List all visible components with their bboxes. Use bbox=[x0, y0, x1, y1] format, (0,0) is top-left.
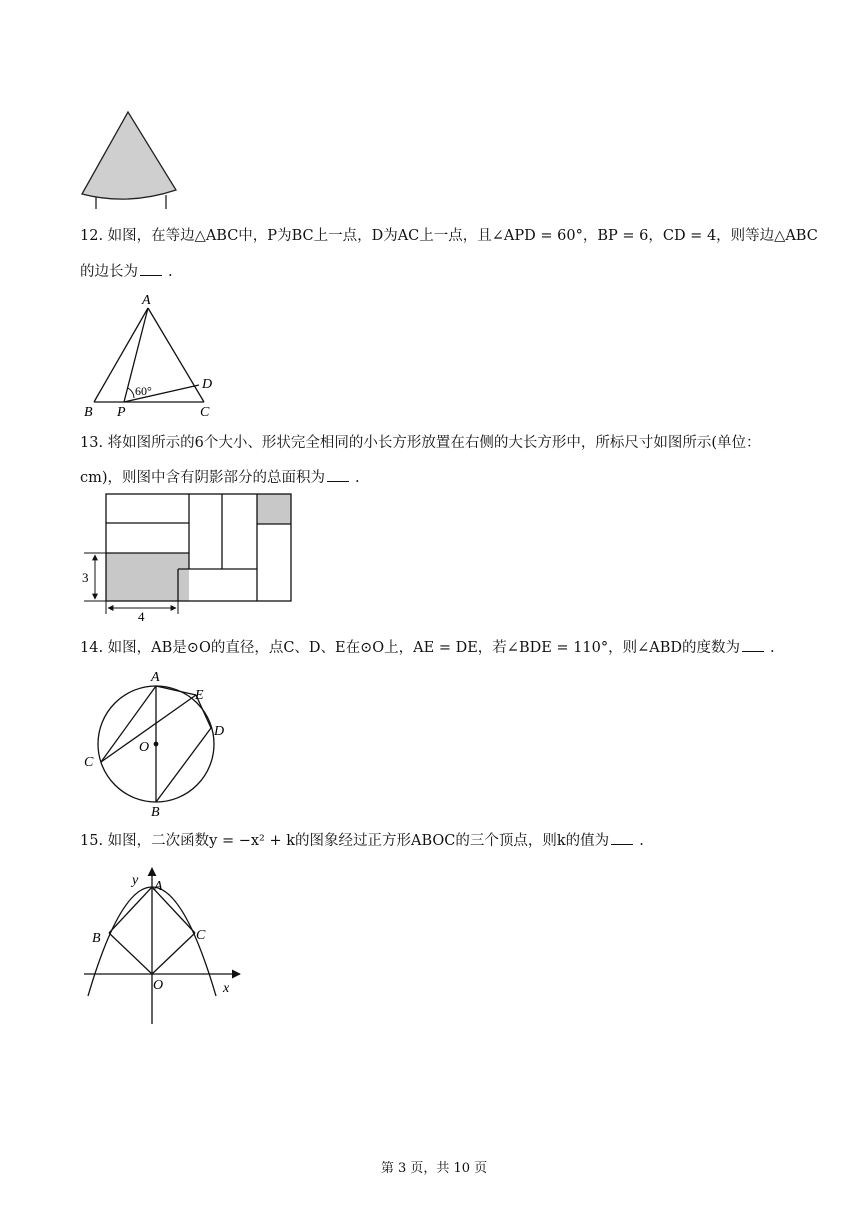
dimension-label-horizontal: 4 bbox=[138, 609, 145, 624]
q12-line2-prefix: 的边长为 bbox=[80, 264, 138, 280]
angle-arc bbox=[128, 388, 134, 398]
q15-line1-suffix: . bbox=[639, 833, 644, 849]
q13-line2-suffix: . bbox=[355, 470, 360, 486]
label-d: D bbox=[202, 377, 213, 392]
cone-figure bbox=[78, 108, 182, 212]
q14-answer-blank bbox=[742, 637, 764, 652]
shaded-region-bottom-left bbox=[106, 553, 189, 601]
label-o: O bbox=[153, 978, 164, 993]
label-a: A bbox=[151, 670, 160, 685]
label-angle: 60° bbox=[135, 384, 152, 398]
label-c: C bbox=[84, 755, 94, 770]
q13-rectangles-figure bbox=[76, 490, 296, 622]
q14-circle-figure bbox=[80, 668, 240, 820]
q14-line1-suffix: . bbox=[770, 640, 775, 656]
q14-line1-prefix: 14. 如图，AB是⊙O的直径，点C、D、E在⊙O上，AE = DE，若∠BDE = 110°，则∠ABD的度数为 bbox=[80, 640, 741, 656]
label-a: A bbox=[154, 879, 163, 894]
label-y: y bbox=[132, 873, 139, 888]
label-o: O bbox=[139, 740, 150, 755]
label-b: B bbox=[92, 931, 101, 946]
square-side-ab bbox=[109, 887, 152, 933]
label-a: A bbox=[142, 293, 151, 308]
label-p: P bbox=[117, 405, 126, 420]
label-d: D bbox=[214, 724, 225, 739]
q12-answer-blank bbox=[140, 261, 162, 276]
q13-line2-prefix: cm)，则图中含有阴影部分的总面积为 bbox=[80, 470, 326, 486]
q14-line1 bbox=[80, 637, 775, 658]
q13-line1: 13. 将如图所示的6个大小、形状完全相同的小长方形放置在右侧的大长方形中，所标尺寸如图所示(单位： bbox=[80, 435, 761, 451]
shaded-region-top-right bbox=[257, 494, 291, 524]
q12-line2 bbox=[80, 261, 173, 282]
q13-answer-blank bbox=[327, 467, 349, 482]
q15-line1-prefix: 15. 如图，二次函数y = −x² + k的图象经过正方形ABOC的三个顶点，则k的值为 bbox=[80, 833, 610, 849]
q12-triangle-figure bbox=[80, 290, 220, 420]
center-point bbox=[154, 742, 159, 747]
square-side-co bbox=[152, 933, 195, 974]
q13-line2 bbox=[80, 467, 360, 488]
chord-ae bbox=[156, 686, 196, 695]
q12-line2-suffix: . bbox=[168, 264, 173, 280]
chord-db bbox=[156, 728, 211, 802]
label-x: x bbox=[223, 981, 230, 996]
page-footer: 第 3 页，共 10 页 bbox=[380, 1161, 488, 1176]
q15-line1 bbox=[80, 830, 644, 851]
side-ac bbox=[148, 308, 204, 402]
label-e: E bbox=[195, 688, 204, 703]
label-c: C bbox=[196, 928, 206, 943]
q15-answer-blank bbox=[611, 830, 633, 845]
square-side-bo bbox=[109, 933, 152, 974]
q12-line1: 12. 如图，在等边△ABC中，P为BC上一点，D为AC上一点，且∠APD = 60°，BP = 6，CD = 4，则等边△ABC bbox=[80, 228, 818, 244]
label-b: B bbox=[151, 805, 160, 820]
label-b: B bbox=[84, 405, 93, 420]
label-c: C bbox=[200, 405, 210, 420]
q15-parabola-figure bbox=[80, 862, 250, 1030]
cone-body bbox=[82, 112, 176, 199]
dimension-label-vertical: 3 bbox=[82, 570, 89, 585]
